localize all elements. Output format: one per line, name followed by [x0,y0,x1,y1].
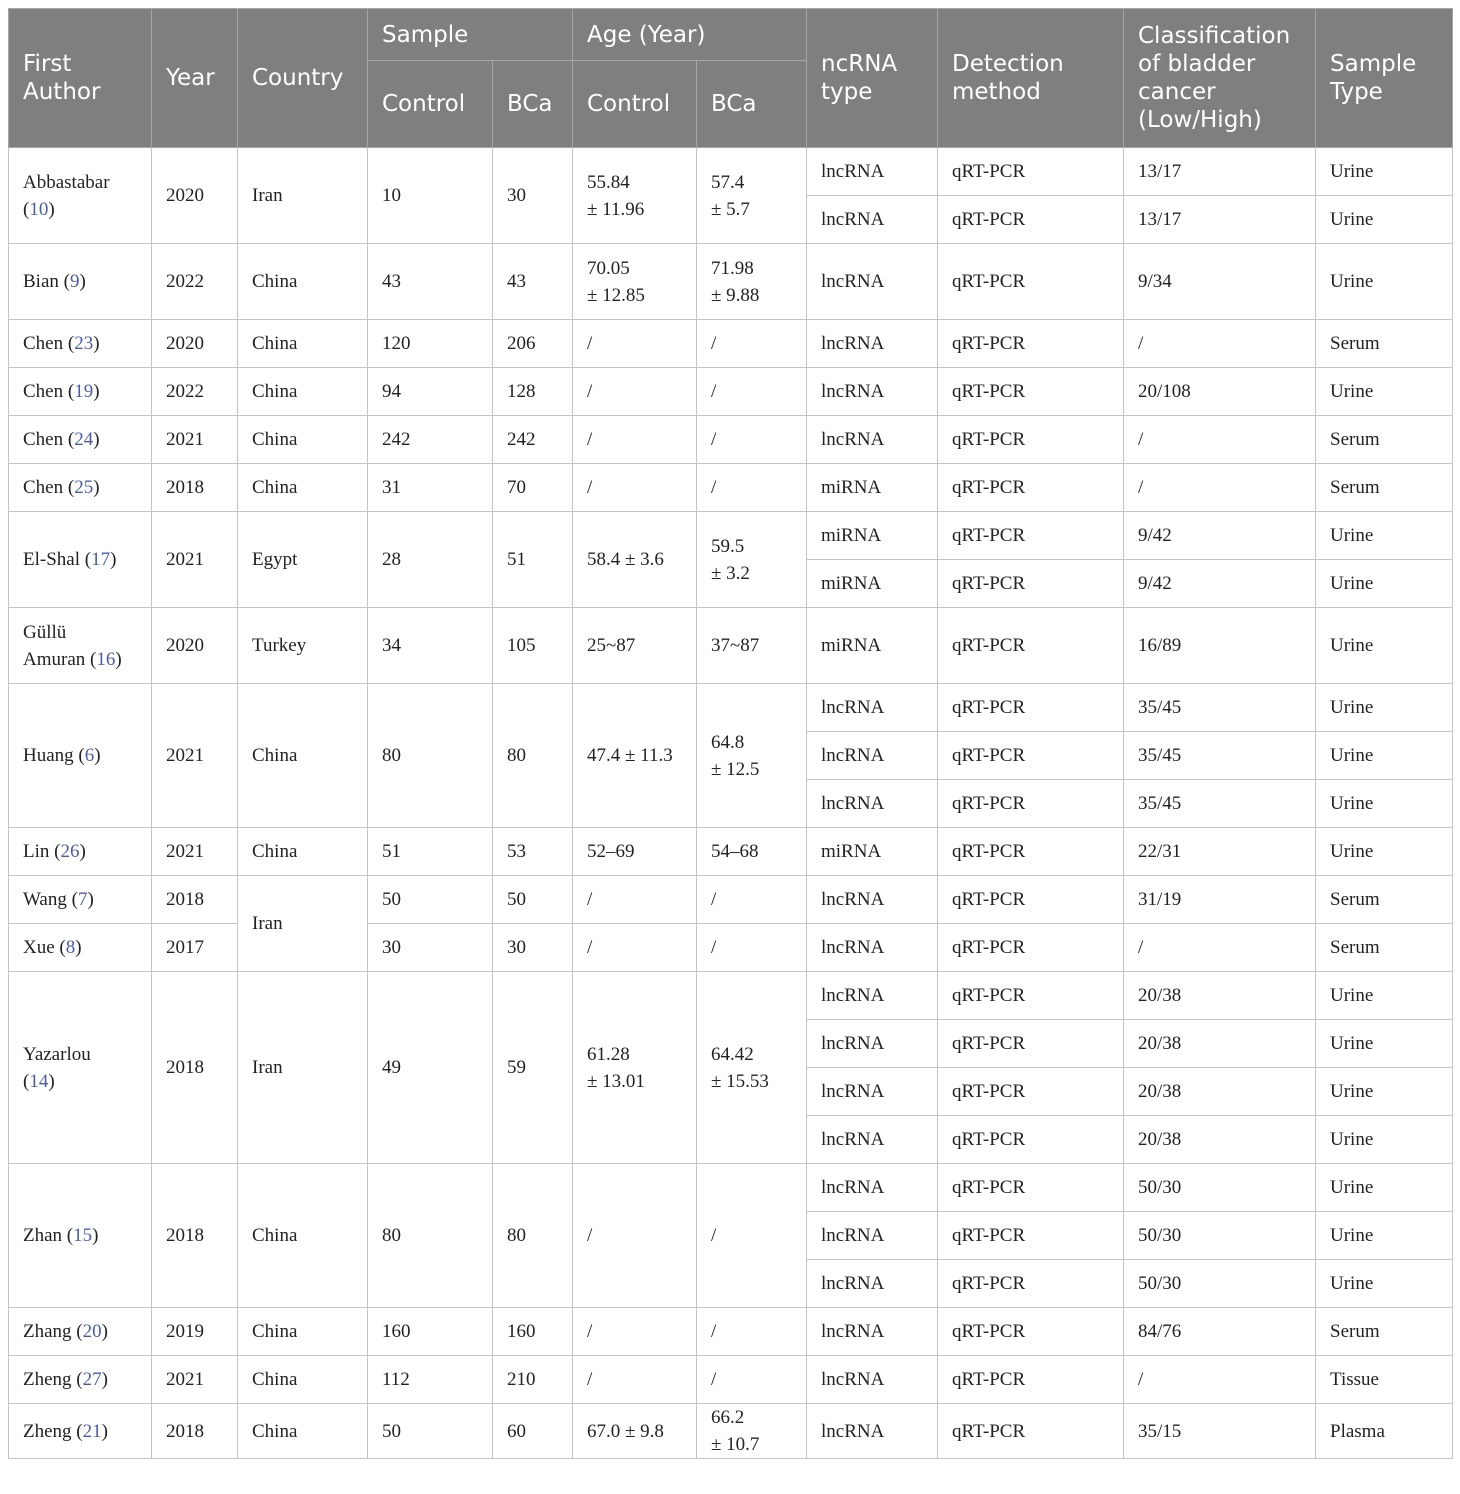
age-control-cell: 52–69 [573,828,697,876]
sample-control-cell: 43 [368,244,493,320]
ncrna-type-cell: lncRNA [807,196,938,244]
classification-cell: 35/45 [1124,684,1316,732]
year-cell: 2022 [152,368,238,416]
author-cell: Xue (8) [9,924,152,972]
sample-bca-cell: 43 [493,244,573,320]
detection-method-cell: qRT-PCR [938,320,1124,368]
author-name: Abbastabar [23,171,110,193]
ncrna-type-cell: lncRNA [807,972,938,1020]
reference-link[interactable]: 9 [69,271,80,292]
country-cell: China [238,828,368,876]
age-bca-cell: / [697,876,807,924]
sample-control-cell: 31 [368,464,493,512]
ncrna-type-cell: lncRNA [807,368,938,416]
table-row [9,828,1453,876]
author-cell: Zheng (21) [9,1404,152,1459]
sample-bca-cell: 128 [493,368,573,416]
author-name: Bian [23,271,59,292]
table-row [9,876,1453,924]
country-cell: Turkey [238,608,368,684]
author-name: Zhan [23,1225,63,1246]
sample-control-cell: 10 [368,148,493,244]
classification-cell: 50/30 [1124,1164,1316,1212]
country-cell: Iran [238,876,368,972]
classification-cell: / [1124,464,1316,512]
detection-method-cell: qRT-PCR [938,368,1124,416]
reference-link[interactable]: 16 [96,648,116,670]
sample-bca-cell: 51 [493,512,573,608]
detection-method-cell: qRT-PCR [938,684,1124,732]
classification-cell: 9/42 [1124,560,1316,608]
country-cell: Iran [238,148,368,244]
classification-cell: 20/38 [1124,1068,1316,1116]
reference-link[interactable]: 25 [74,477,94,498]
author-cell: Zhang (20) [9,1308,152,1356]
ncrna-type-cell: lncRNA [807,780,938,828]
header-age-control: Control [573,61,697,148]
author-cell: El-Shal (17) [9,512,152,608]
sample-bca-cell: 105 [493,608,573,684]
header-age-bca: BCa [697,61,807,148]
year-cell: 2018 [152,1164,238,1308]
year-cell: 2021 [152,1356,238,1404]
age-control-cell: / [573,1164,697,1308]
classification-cell: 35/45 [1124,732,1316,780]
detection-method-cell: qRT-PCR [938,560,1124,608]
sample-control-cell: 30 [368,924,493,972]
reference-link[interactable]: 7 [77,889,88,910]
age-bca-cell: / [697,1308,807,1356]
sample-type-cell: Urine [1316,244,1453,320]
classification-cell: 13/17 [1124,196,1316,244]
sample-type-cell: Urine [1316,1260,1453,1308]
age-control-cell: / [573,1356,697,1404]
classification-cell: 50/30 [1124,1212,1316,1260]
ncrna-type-cell: miRNA [807,608,938,684]
age-control-cell: / [573,416,697,464]
year-cell: 2020 [152,148,238,244]
ncrna-type-cell: lncRNA [807,1020,938,1068]
detection-method-cell: qRT-PCR [938,828,1124,876]
header-year: Year [152,9,238,148]
detection-method-cell: qRT-PCR [938,464,1124,512]
sample-control-cell: 50 [368,1404,493,1459]
sample-bca-cell: 160 [493,1308,573,1356]
sample-type-cell: Urine [1316,1116,1453,1164]
classification-cell: 31/19 [1124,876,1316,924]
author-cell: Güllü Amuran (16) [9,608,152,684]
ncrna-type-cell: miRNA [807,828,938,876]
country-cell: China [238,1308,368,1356]
table-row [9,148,1453,196]
sample-bca-cell: 70 [493,464,573,512]
age-bca-cell: 57.4 ± 5.7 [697,148,807,244]
ncrna-type-cell: lncRNA [807,1068,938,1116]
year-cell: 2018 [152,1404,238,1459]
detection-method-cell: qRT-PCR [938,780,1124,828]
age-control-cell: / [573,320,697,368]
sample-control-cell: 160 [368,1308,493,1356]
sample-control-cell: 120 [368,320,493,368]
age-control-cell: / [573,368,697,416]
age-bca-cell: / [697,924,807,972]
sample-type-cell: Urine [1316,828,1453,876]
sample-type-cell: Urine [1316,560,1453,608]
header-sample: Sample [368,9,573,61]
sample-control-cell: 242 [368,416,493,464]
detection-method-cell: qRT-PCR [938,1164,1124,1212]
ncrna-type-cell: lncRNA [807,876,938,924]
ncrna-type-cell: lncRNA [807,1116,938,1164]
classification-cell: 84/76 [1124,1308,1316,1356]
header-sample-control: Control [368,61,493,148]
header-detection-method: Detection method [938,9,1124,148]
year-cell: 2019 [152,1308,238,1356]
age-bca-cell: 59.5 ± 3.2 [697,512,807,608]
age-bca-cell: / [697,464,807,512]
detection-method-cell: qRT-PCR [938,608,1124,684]
sample-type-cell: Urine [1316,196,1453,244]
sample-type-cell: Urine [1316,1068,1453,1116]
country-cell: China [238,1164,368,1308]
author-name: Huang [23,745,74,766]
detection-method-cell: qRT-PCR [938,972,1124,1020]
age-control-cell: 67.0 ± 9.8 [573,1404,697,1459]
author-cell: Wang (7) [9,876,152,924]
sample-bca-cell: 210 [493,1356,573,1404]
sample-bca-cell: 59 [493,972,573,1164]
ncrna-type-cell: lncRNA [807,1260,938,1308]
age-bca-cell: / [697,416,807,464]
ncrna-type-cell: lncRNA [807,244,938,320]
author-name: Chen [23,429,64,450]
sample-type-cell: Urine [1316,608,1453,684]
author-cell: Bian (9) [9,244,152,320]
sample-type-cell: Serum [1316,876,1453,924]
sample-control-cell: 94 [368,368,493,416]
country-cell: China [238,1404,368,1459]
sample-control-cell: 34 [368,608,493,684]
header-country: Country [238,9,368,148]
ncrna-type-cell: miRNA [807,464,938,512]
detection-method-cell: qRT-PCR [938,196,1124,244]
country-cell: China [238,684,368,828]
table-row [9,1164,1453,1212]
ncrna-type-cell: lncRNA [807,684,938,732]
detection-method-cell: qRT-PCR [938,1020,1124,1068]
classification-cell: 20/38 [1124,1020,1316,1068]
classification-cell: 16/89 [1124,608,1316,684]
header-ncrna-type: ncRNA type [807,9,938,148]
reference-link[interactable]: 6 [84,745,95,766]
sample-control-cell: 50 [368,876,493,924]
country-cell: China [238,416,368,464]
author-name: El-Shal [23,549,80,570]
age-control-cell: 47.4 ± 11.3 [573,684,697,828]
age-bca-cell: 66.2 ± 10.7 [697,1404,807,1459]
ncrna-type-cell: lncRNA [807,732,938,780]
country-cell: China [238,320,368,368]
author-name: Zhang [23,1321,72,1342]
sample-type-cell: Urine [1316,972,1453,1020]
sample-bca-cell: 80 [493,1164,573,1308]
author-name: Xue [23,937,55,958]
reference-link[interactable]: 23 [74,333,94,354]
table-row [9,1308,1453,1356]
reference-link[interactable]: 8 [65,937,76,958]
table-row [9,416,1453,464]
sample-bca-cell: 80 [493,684,573,828]
header-sample-type: Sample Type [1316,9,1453,148]
author-cell: Yazarlou (14) [9,972,152,1164]
sample-type-cell: Urine [1316,512,1453,560]
detection-method-cell: qRT-PCR [938,1308,1124,1356]
detection-method-cell: qRT-PCR [938,1404,1124,1459]
author-cell: Chen (23) [9,320,152,368]
sample-type-cell: Urine [1316,368,1453,416]
ncrna-type-cell: lncRNA [807,320,938,368]
age-control-cell: 25~87 [573,608,697,684]
ncrna-type-cell: miRNA [807,560,938,608]
age-bca-cell: / [697,320,807,368]
detection-method-cell: qRT-PCR [938,512,1124,560]
sample-bca-cell: 30 [493,148,573,244]
author-name: Chen [23,381,64,402]
classification-cell: / [1124,416,1316,464]
year-cell: 2018 [152,972,238,1164]
author-cell: Zheng (27) [9,1356,152,1404]
author-name: Zheng [23,1369,72,1390]
year-cell: 2022 [152,244,238,320]
age-bca-cell: / [697,1164,807,1308]
reference-link[interactable]: 15 [73,1225,93,1246]
age-bca-cell: 64.42 ± 15.53 [697,972,807,1164]
table-row [9,972,1453,1020]
age-bca-cell: 64.8 ± 12.5 [697,684,807,828]
author-name: Chen [23,477,64,498]
detection-method-cell: qRT-PCR [938,732,1124,780]
sample-bca-cell: 242 [493,416,573,464]
sample-type-cell: Urine [1316,684,1453,732]
sample-bca-cell: 50 [493,876,573,924]
classification-cell: / [1124,1356,1316,1404]
classification-cell: 13/17 [1124,148,1316,196]
country-cell: China [238,464,368,512]
author-cell: Chen (19) [9,368,152,416]
classification-cell: / [1124,924,1316,972]
ncrna-type-cell: lncRNA [807,416,938,464]
author-cell: Chen (24) [9,416,152,464]
year-cell: 2020 [152,320,238,368]
classification-cell: 20/108 [1124,368,1316,416]
detection-method-cell: qRT-PCR [938,244,1124,320]
year-cell: 2018 [152,464,238,512]
age-bca-cell: 37~87 [697,608,807,684]
table-body [9,148,1453,1459]
country-cell: China [238,1356,368,1404]
age-control-cell: 61.28 ± 13.01 [573,972,697,1164]
age-control-cell: / [573,876,697,924]
author-name: Zheng [23,1420,72,1442]
sample-control-cell: 112 [368,1356,493,1404]
ncrna-type-cell: lncRNA [807,1212,938,1260]
sample-type-cell: Urine [1316,1164,1453,1212]
author-name: Lin [23,841,50,862]
reference-link[interactable]: 10 [29,198,49,220]
ncrna-type-cell: miRNA [807,512,938,560]
ncrna-type-cell: lncRNA [807,924,938,972]
sample-bca-cell: 30 [493,924,573,972]
age-control-cell: / [573,464,697,512]
year-cell: 2021 [152,684,238,828]
reference-link[interactable]: 17 [91,549,111,570]
author-cell: Zhan (15) [9,1164,152,1308]
table-row [9,464,1453,512]
year-cell: 2017 [152,924,238,972]
sample-type-cell: Tissue [1316,1356,1453,1404]
header-age: Age (Year) [573,9,807,61]
detection-method-cell: qRT-PCR [938,924,1124,972]
sample-type-cell: Urine [1316,1020,1453,1068]
table-row [9,512,1453,560]
sample-control-cell: 28 [368,512,493,608]
reference-link[interactable]: 14 [29,1070,49,1092]
header-classification: Classification of bladder cancer (Low/High) [1124,9,1316,148]
age-bca-cell: 71.98 ± 9.88 [697,244,807,320]
reference-link[interactable]: 21 [82,1420,102,1442]
detection-method-cell: qRT-PCR [938,148,1124,196]
age-control-cell: / [573,924,697,972]
ncrna-type-cell: lncRNA [807,1308,938,1356]
classification-cell: 35/15 [1124,1404,1316,1459]
classification-cell: 35/45 [1124,780,1316,828]
author-cell: Huang (6) [9,684,152,828]
country-cell: China [238,244,368,320]
author-cell: Lin (26) [9,828,152,876]
sample-type-cell: Serum [1316,464,1453,512]
age-bca-cell: / [697,1356,807,1404]
reference-link[interactable]: 26 [60,841,80,862]
age-control-cell: / [573,1308,697,1356]
ncrna-type-cell: lncRNA [807,148,938,196]
sample-type-cell: Serum [1316,1308,1453,1356]
author-cell: Chen (25) [9,464,152,512]
ncrna-type-cell: lncRNA [807,1356,938,1404]
age-control-cell: 55.84 ± 11.96 [573,148,697,244]
classification-cell: 20/38 [1124,972,1316,1020]
year-cell: 2021 [152,512,238,608]
detection-method-cell: qRT-PCR [938,416,1124,464]
sample-control-cell: 49 [368,972,493,1164]
year-cell: 2018 [152,876,238,924]
classification-cell: / [1124,320,1316,368]
author-name: Güllü Amuran [23,621,86,670]
sample-type-cell: Serum [1316,416,1453,464]
year-cell: 2021 [152,416,238,464]
ncrna-type-cell: lncRNA [807,1164,938,1212]
sample-control-cell: 80 [368,684,493,828]
sample-control-cell: 80 [368,1164,493,1308]
table-row [9,320,1453,368]
author-cell: Abbastabar (10) [9,148,152,244]
sample-type-cell: Plasma [1316,1404,1453,1459]
detection-method-cell: qRT-PCR [938,1068,1124,1116]
reference-link[interactable]: 24 [74,429,94,450]
header-sample-bca: BCa [493,61,573,148]
sample-control-cell: 51 [368,828,493,876]
classification-cell: 9/34 [1124,244,1316,320]
detection-method-cell: qRT-PCR [938,1212,1124,1260]
detection-method-cell: qRT-PCR [938,876,1124,924]
reference-link[interactable]: 27 [82,1369,102,1390]
author-name: Yazarlou [23,1043,91,1065]
sample-type-cell: Serum [1316,320,1453,368]
detection-method-cell: qRT-PCR [938,1116,1124,1164]
country-cell: China [238,368,368,416]
year-cell: 2021 [152,828,238,876]
country-cell: Iran [238,972,368,1164]
age-control-cell: 58.4 ± 3.6 [573,512,697,608]
table-row [9,608,1453,684]
header-first-author: First Author [9,9,152,148]
sample-type-cell: Urine [1316,148,1453,196]
table-row [9,368,1453,416]
year-cell: 2020 [152,608,238,684]
detection-method-cell: qRT-PCR [938,1356,1124,1404]
sample-type-cell: Serum [1316,924,1453,972]
sample-bca-cell: 206 [493,320,573,368]
table-row [9,1356,1453,1404]
ncrna-type-cell: lncRNA [807,1404,938,1459]
classification-cell: 50/30 [1124,1260,1316,1308]
sample-bca-cell: 60 [493,1404,573,1459]
studies-table [8,8,1453,1459]
reference-link[interactable]: 20 [82,1321,102,1342]
age-control-cell: 70.05 ± 12.85 [573,244,697,320]
author-name: Wang [23,889,67,910]
table-row [9,684,1453,732]
table-row [9,244,1453,320]
sample-type-cell: Urine [1316,732,1453,780]
classification-cell: 20/38 [1124,1116,1316,1164]
detection-method-cell: qRT-PCR [938,1260,1124,1308]
sample-type-cell: Urine [1316,780,1453,828]
classification-cell: 9/42 [1124,512,1316,560]
table-header [9,9,1453,148]
author-name: Chen [23,333,64,354]
age-bca-cell: / [697,368,807,416]
country-cell: Egypt [238,512,368,608]
table-row [9,924,1453,972]
table-row [9,1404,1453,1459]
sample-bca-cell: 53 [493,828,573,876]
classification-cell: 22/31 [1124,828,1316,876]
reference-link[interactable]: 19 [74,381,94,402]
sample-type-cell: Urine [1316,1212,1453,1260]
age-bca-cell: 54–68 [697,828,807,876]
